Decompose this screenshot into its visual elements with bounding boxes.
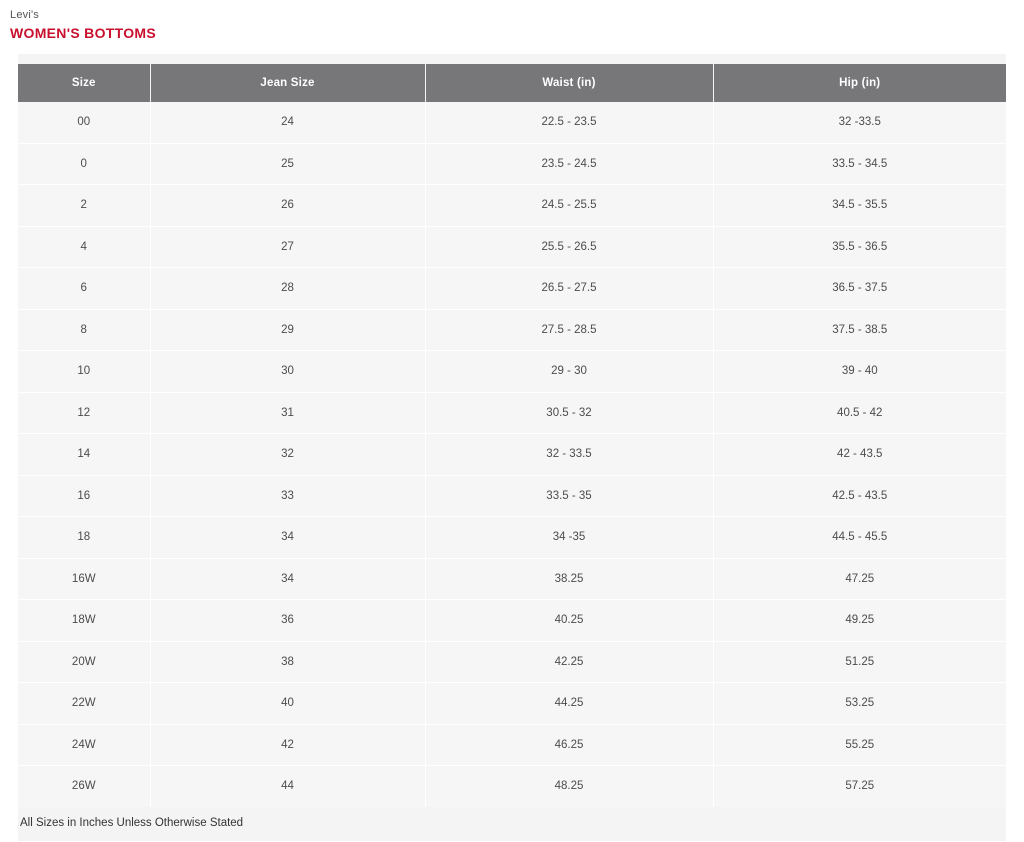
cell-jean-size: 30 [150, 351, 425, 393]
cell-hip: 55.25 [713, 724, 1006, 766]
cell-waist: 46.25 [425, 724, 713, 766]
cell-jean-size: 42 [150, 724, 425, 766]
cell-waist: 23.5 - 24.5 [425, 143, 713, 185]
cell-hip: 53.25 [713, 683, 1006, 725]
cell-size: 2 [18, 185, 150, 227]
cell-hip: 44.5 - 45.5 [713, 517, 1006, 559]
table-row [18, 517, 1006, 559]
table-row [18, 724, 1006, 766]
cell-waist: 42.25 [425, 641, 713, 683]
cell-hip: 35.5 - 36.5 [713, 226, 1006, 268]
cell-jean-size: 31 [150, 392, 425, 434]
cell-hip: 39 - 40 [713, 351, 1006, 393]
table-row [18, 475, 1006, 517]
cell-size: 12 [18, 392, 150, 434]
cell-jean-size: 34 [150, 558, 425, 600]
cell-jean-size: 29 [150, 309, 425, 351]
page-title: WOMEN'S BOTTOMS [10, 25, 157, 41]
table-header-row [18, 64, 1006, 102]
cell-size: 00 [18, 102, 150, 143]
cell-jean-size: 40 [150, 683, 425, 725]
table-row [18, 143, 1006, 185]
cell-hip: 42.5 - 43.5 [713, 475, 1006, 517]
column-header-waist: Waist (in) [425, 64, 713, 102]
cell-jean-size: 25 [150, 143, 425, 185]
cell-size: 18 [18, 517, 150, 559]
cell-size: 22W [18, 683, 150, 725]
table-row [18, 351, 1006, 393]
cell-waist: 24.5 - 25.5 [425, 185, 713, 227]
table-row [18, 683, 1006, 725]
cell-waist: 32 - 33.5 [425, 434, 713, 476]
cell-jean-size: 36 [150, 600, 425, 642]
cell-size: 26W [18, 766, 150, 807]
table-row [18, 392, 1006, 434]
cell-size: 20W [18, 641, 150, 683]
cell-hip: 32 -33.5 [713, 102, 1006, 143]
table-row [18, 102, 1006, 143]
table-header [18, 64, 1006, 102]
cell-waist: 30.5 - 32 [425, 392, 713, 434]
cell-waist: 33.5 - 35 [425, 475, 713, 517]
table-row [18, 558, 1006, 600]
size-table [18, 64, 1006, 807]
table-row [18, 226, 1006, 268]
cell-waist: 29 - 30 [425, 351, 713, 393]
table-row [18, 641, 1006, 683]
header [0, 0, 1024, 42]
cell-size: 24W [18, 724, 150, 766]
cell-size: 10 [18, 351, 150, 393]
table-row [18, 600, 1006, 642]
size-table-container [18, 54, 1006, 841]
cell-jean-size: 24 [150, 102, 425, 143]
cell-hip: 49.25 [713, 600, 1006, 642]
table-row [18, 434, 1006, 476]
cell-waist: 27.5 - 28.5 [425, 309, 713, 351]
cell-hip: 33.5 - 34.5 [713, 143, 1006, 185]
table-body [18, 102, 1006, 807]
cell-waist: 38.25 [425, 558, 713, 600]
cell-size: 16W [18, 558, 150, 600]
cell-size: 18W [18, 600, 150, 642]
cell-size: 6 [18, 268, 150, 310]
cell-waist: 44.25 [425, 683, 713, 725]
cell-hip: 36.5 - 37.5 [713, 268, 1006, 310]
cell-size: 4 [18, 226, 150, 268]
cell-waist: 48.25 [425, 766, 713, 807]
cell-hip: 40.5 - 42 [713, 392, 1006, 434]
cell-jean-size: 26 [150, 185, 425, 227]
cell-waist: 25.5 - 26.5 [425, 226, 713, 268]
table-row [18, 268, 1006, 310]
cell-jean-size: 27 [150, 226, 425, 268]
cell-size: 14 [18, 434, 150, 476]
cell-hip: 42 - 43.5 [713, 434, 1006, 476]
cell-hip: 47.25 [713, 558, 1006, 600]
cell-jean-size: 44 [150, 766, 425, 807]
cell-size: 8 [18, 309, 150, 351]
cell-jean-size: 28 [150, 268, 425, 310]
cell-hip: 34.5 - 35.5 [713, 185, 1006, 227]
cell-hip: 37.5 - 38.5 [713, 309, 1006, 351]
cell-size: 16 [18, 475, 150, 517]
cell-jean-size: 33 [150, 475, 425, 517]
table-row [18, 766, 1006, 807]
cell-jean-size: 32 [150, 434, 425, 476]
cell-hip: 57.25 [713, 766, 1006, 807]
cell-waist: 34 -35 [425, 517, 713, 559]
footnote [18, 807, 1006, 841]
cell-waist: 26.5 - 27.5 [425, 268, 713, 310]
column-header-hip: Hip (in) [713, 64, 1006, 102]
cell-jean-size: 38 [150, 641, 425, 683]
table-row [18, 185, 1006, 227]
column-header-jean-size: Jean Size [150, 64, 425, 102]
brand-name: Levi's [10, 9, 39, 21]
cell-waist: 40.25 [425, 600, 713, 642]
cell-size: 0 [18, 143, 150, 185]
cell-hip: 51.25 [713, 641, 1006, 683]
cell-waist: 22.5 - 23.5 [425, 102, 713, 143]
cell-jean-size: 34 [150, 517, 425, 559]
column-header-size: Size [18, 64, 150, 102]
table-row [18, 309, 1006, 351]
footnote-text: All Sizes in Inches Unless Otherwise Stated [20, 816, 244, 829]
